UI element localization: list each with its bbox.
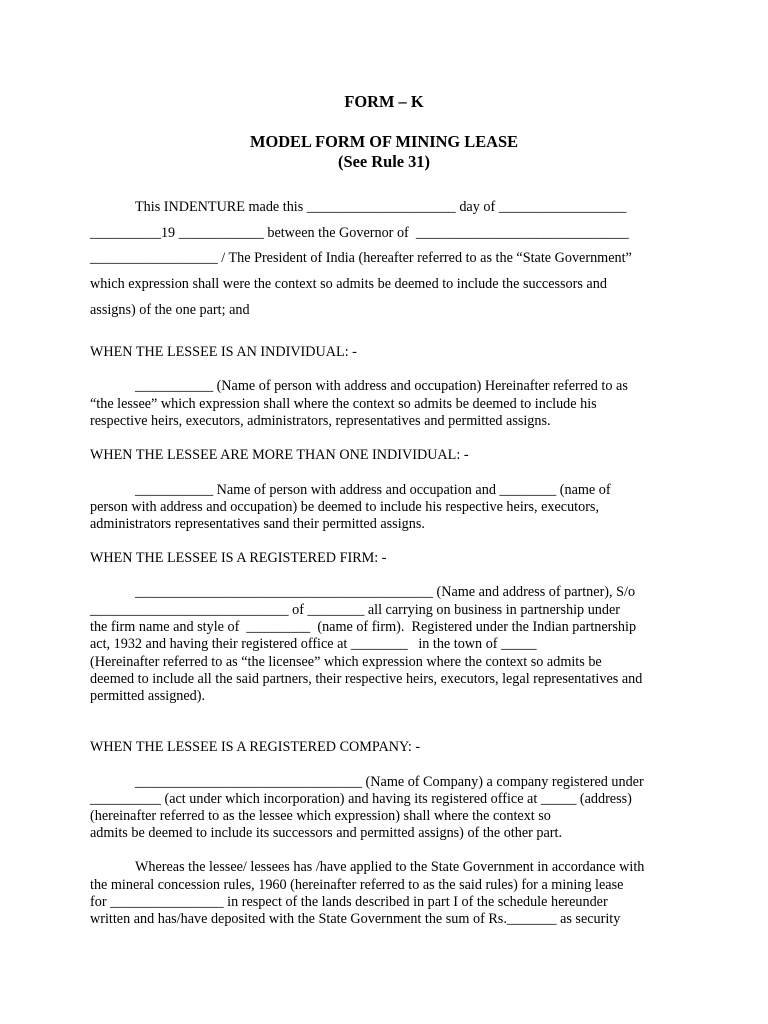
paragraph-line: ________________________________ (Name of Company) a company registered under — [135, 774, 644, 790]
section-heading-individual: WHEN THE LESSEE IS AN INDIVIDUAL: - — [90, 344, 357, 360]
paragraph-line: admits be deemed to include its successors and permitted assigns) of the other part. — [90, 825, 563, 841]
paragraph-line: __________ (act under which incorporation) and having its registered office at _____ (address) — [90, 791, 632, 807]
paragraph-line: “the lessee” which expression shall where the context so admits be deemed to include his — [90, 396, 597, 412]
paragraph-line: person with address and occupation) be deemed to include his respective heirs, executors, — [90, 499, 600, 515]
paragraph-line: respective heirs, executors, administrators, representatives and permitted assigns. — [90, 413, 551, 429]
paragraph-line: (hereinafter referred to as the lessee which expression) shall where the context so — [90, 808, 551, 824]
paragraph-line: the firm name and style of _________ (name of firm). Registered under the Indian partnership — [90, 619, 637, 635]
paragraph-line: __________________________________________ (Name and address of partner), S/o — [135, 584, 636, 600]
paragraph-line: deemed to include all the said partners, their respective heirs, executors, legal representatives and — [90, 671, 643, 687]
intro-line: which expression shall were the context so admits be deemed to include the successors and — [90, 276, 607, 292]
document-title: MODEL FORM OF MINING LEASE — [249, 132, 519, 151]
paragraph-line: (Hereinafter referred to as “the licensee” which expression where the context so admits be — [90, 654, 602, 670]
paragraph-line: for ________________ in respect of the lands described in part I of the schedule hereunder — [90, 894, 608, 910]
intro-line: __________________ / The President of India (hereafter referred to as the “State Government” — [90, 250, 632, 266]
paragraph-line: permitted assigned). — [90, 688, 206, 704]
form-title: FORM – K — [344, 92, 424, 111]
rule-reference: (See Rule 31) — [338, 152, 430, 171]
section-heading-multiple: WHEN THE LESSEE ARE MORE THAN ONE INDIVIDUAL: - — [90, 447, 469, 463]
section-heading-firm: WHEN THE LESSEE IS A REGISTERED FIRM: - — [90, 550, 387, 566]
section-heading-company: WHEN THE LESSEE IS A REGISTERED COMPANY: - — [90, 739, 421, 755]
intro-line: __________19 ____________ between the Governor of ______________________________ — [90, 225, 629, 241]
paragraph-line: administrators representatives sand their permitted assigns. — [90, 516, 425, 532]
intro-line: assigns) of the one part; and — [90, 302, 250, 318]
paragraph-line: written and has/have deposited with the State Government the sum of Rs._______ as security — [90, 911, 621, 927]
paragraph-line: the mineral concession rules, 1960 (hereinafter referred to as the said rules) for a mining lease — [90, 877, 624, 893]
paragraph-line: ___________ (Name of person with address and occupation) Hereinafter referred to as — [135, 378, 628, 394]
paragraph-line: ___________ Name of person with address and occupation and ________ (name of — [135, 482, 611, 498]
paragraph-line: ____________________________ of ________ all carrying on business in partnership under — [90, 602, 620, 618]
intro-line: This INDENTURE made this _____________________ day of __________________ — [135, 199, 627, 215]
paragraph-line: act, 1932 and having their registered office at ________ in the town of _____ — [90, 636, 537, 652]
paragraph-line: Whereas the lessee/ lessees has /have applied to the State Government in accordance with — [135, 859, 645, 875]
